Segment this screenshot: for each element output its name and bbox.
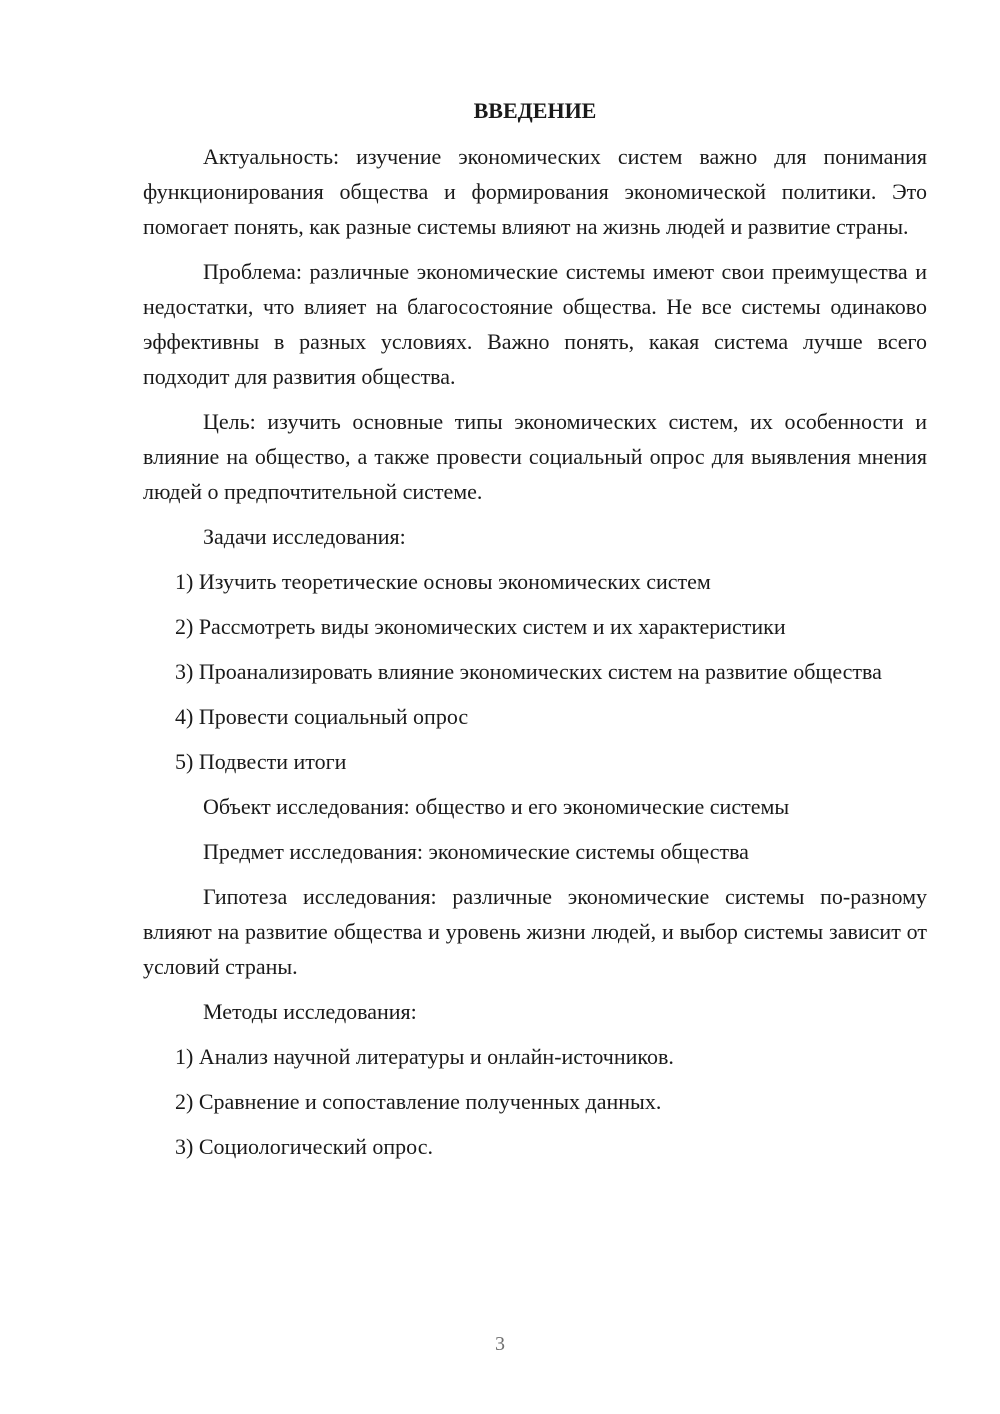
- object-line: Объект исследования: общество и его экономические системы: [203, 794, 790, 819]
- method-item: 1) Анализ научной литературы и онлайн-источников.: [175, 1044, 674, 1069]
- method-item: 2) Сравнение и сопоставление полученных данных.: [175, 1089, 662, 1114]
- task-item: 1) Изучить теоретические основы экономических систем: [175, 569, 711, 594]
- problem-paragraph: Проблема: различные экономические системы имеют свои преимущества и недостатки, что влияет на благосостояние общества. Не все системы одинаково эффективны в разных условиях. Важно понять, какая система лучше всего подходит для развития общества.: [143, 259, 927, 389]
- task-item: 3) Проанализировать влияние экономических систем на развитие общества: [175, 659, 882, 684]
- task-item: 5) Подвести итоги: [175, 749, 347, 774]
- task-item: 4) Провести социальный опрос: [175, 704, 469, 729]
- task-item: 2) Рассмотреть виды экономических систем и их характеристики: [175, 614, 786, 639]
- page-number: 3: [495, 1333, 505, 1355]
- document-page: [143, 96, 927, 1174]
- section-title: ВВЕДЕНИЕ: [473, 98, 597, 123]
- method-item: 3) Социологический опрос.: [175, 1134, 433, 1159]
- subject-line: Предмет исследования: экономические системы общества: [203, 839, 749, 864]
- goal-paragraph: Цель: изучить основные типы экономических систем, их особенности и влияние на общество, а также провести социальный опрос для выявления мнения людей о предпочтительной системе.: [143, 409, 927, 504]
- methods-heading: Методы исследования:: [203, 999, 417, 1024]
- hypothesis-paragraph: Гипотеза исследования: различные экономические системы по-разному влияют на развитие общества и уровень жизни людей, и выбор системы зависит от условий страны.: [143, 884, 927, 979]
- tasks-heading: Задачи исследования:: [203, 524, 406, 549]
- actuality-paragraph: Актуальность: изучение экономических систем важно для понимания функционирования общества и формирования экономической политики. Это помогает понять, как разные системы влияют на жизнь людей и развитие страны.: [143, 144, 927, 239]
